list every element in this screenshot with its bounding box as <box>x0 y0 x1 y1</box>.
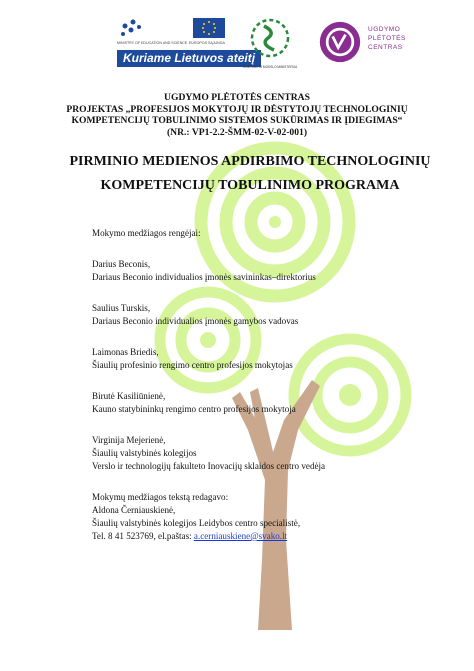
author-position: Dariaus Beconio individualios įmonės savininkas–direktorius <box>92 272 316 282</box>
author-position: Kauno statybininkų rengimo centro profesijos mokytoja <box>92 404 296 414</box>
ministry-caption: ŠVIETIMO IR MOKSLO MINISTERIJA <box>242 65 298 69</box>
editor-position: Šiaulių valstybinės kolegijos Leidybos centro specialistė, <box>92 518 301 528</box>
ugdymo-line2: PLĖTOTĖS <box>368 35 406 42</box>
program-title <box>60 150 440 198</box>
editor-contact-prefix: Tel. 8 41 523769, el.paštas: <box>92 531 194 541</box>
ugdymo-line1: UGDYMO <box>368 26 401 33</box>
authors-heading: Mokymo medžiagos rengėjai: <box>92 228 201 238</box>
author-name: Saulius Turskis, <box>92 303 151 313</box>
editor-email-link[interactable]: a.cerniauskiene@svako.lt <box>193 531 288 541</box>
author-position: Šiaulių valstybinės kolegijos <box>92 448 197 458</box>
editor-contact <box>92 530 452 543</box>
title-line1: PIRMINIO MEDIENOS APDIRBIMO TECHNOLOGINIŲ <box>69 154 431 169</box>
eu-small-left: MINISTRY OF EDUCATION AND SCIENCE <box>117 41 188 45</box>
upc-badge-icon <box>318 20 362 64</box>
eu-flag-strip <box>113 14 230 48</box>
logo-row <box>0 14 474 72</box>
author-name: Birutė Kasiliūnienė, <box>92 391 166 401</box>
header-project-number: (NR.: VP1-2.2-ŠMM-02-V-02-001) <box>166 126 308 138</box>
eu-caption: Kuriame Lietuvos ateitį <box>117 50 261 67</box>
header-project-line1: PROJEKTAS „PROFESIJOS MOKYTOJŲ IR DĖSTYTOJŲ TECHNOLOGINIŲ <box>66 103 408 115</box>
ugdymo-text <box>368 25 406 52</box>
ministry-logo <box>238 16 302 72</box>
author-name: Laimonas Briedis, <box>92 347 159 357</box>
ministry-emblem <box>238 16 302 72</box>
author-name: Darius Beconis, <box>92 259 151 269</box>
editor-name: Aldona Černiauskienė, <box>92 505 176 515</box>
author-position: Šiaulių profesinio rengimo centro profesijos mokytojas <box>92 360 293 370</box>
header-project-line2: KOMPETENCIJŲ TOBULINIMO SISTEMOS SUKŪRIMAS IR ĮDIEGIMAS“ <box>71 115 403 126</box>
eu-small-right: EUROPOS SĄJUNGA <box>189 41 225 45</box>
author-name: Virginija Mejerienė, <box>92 435 166 445</box>
project-header <box>0 92 474 138</box>
ugdymo-pletotes-logo <box>318 18 448 70</box>
header-org: UGDYMO PLĖTOTĖS CENTRAS <box>164 92 310 103</box>
authors-section <box>92 227 452 543</box>
eu-funding-logo <box>113 14 256 70</box>
title-line2: KOMPETENCIJŲ TOBULINIMO PROGRAMA <box>100 178 400 193</box>
editor-heading: Mokymų medžiagos tekstą redagavo: <box>92 492 229 502</box>
author-position: Verslo ir technologijų fakulteto Inovacijų sklaidos centro vedėja <box>92 461 326 471</box>
ugdymo-line3: CENTRAS <box>368 44 403 51</box>
author-position: Dariaus Beconio individualios įmonės gamybos vadovas <box>92 316 299 326</box>
